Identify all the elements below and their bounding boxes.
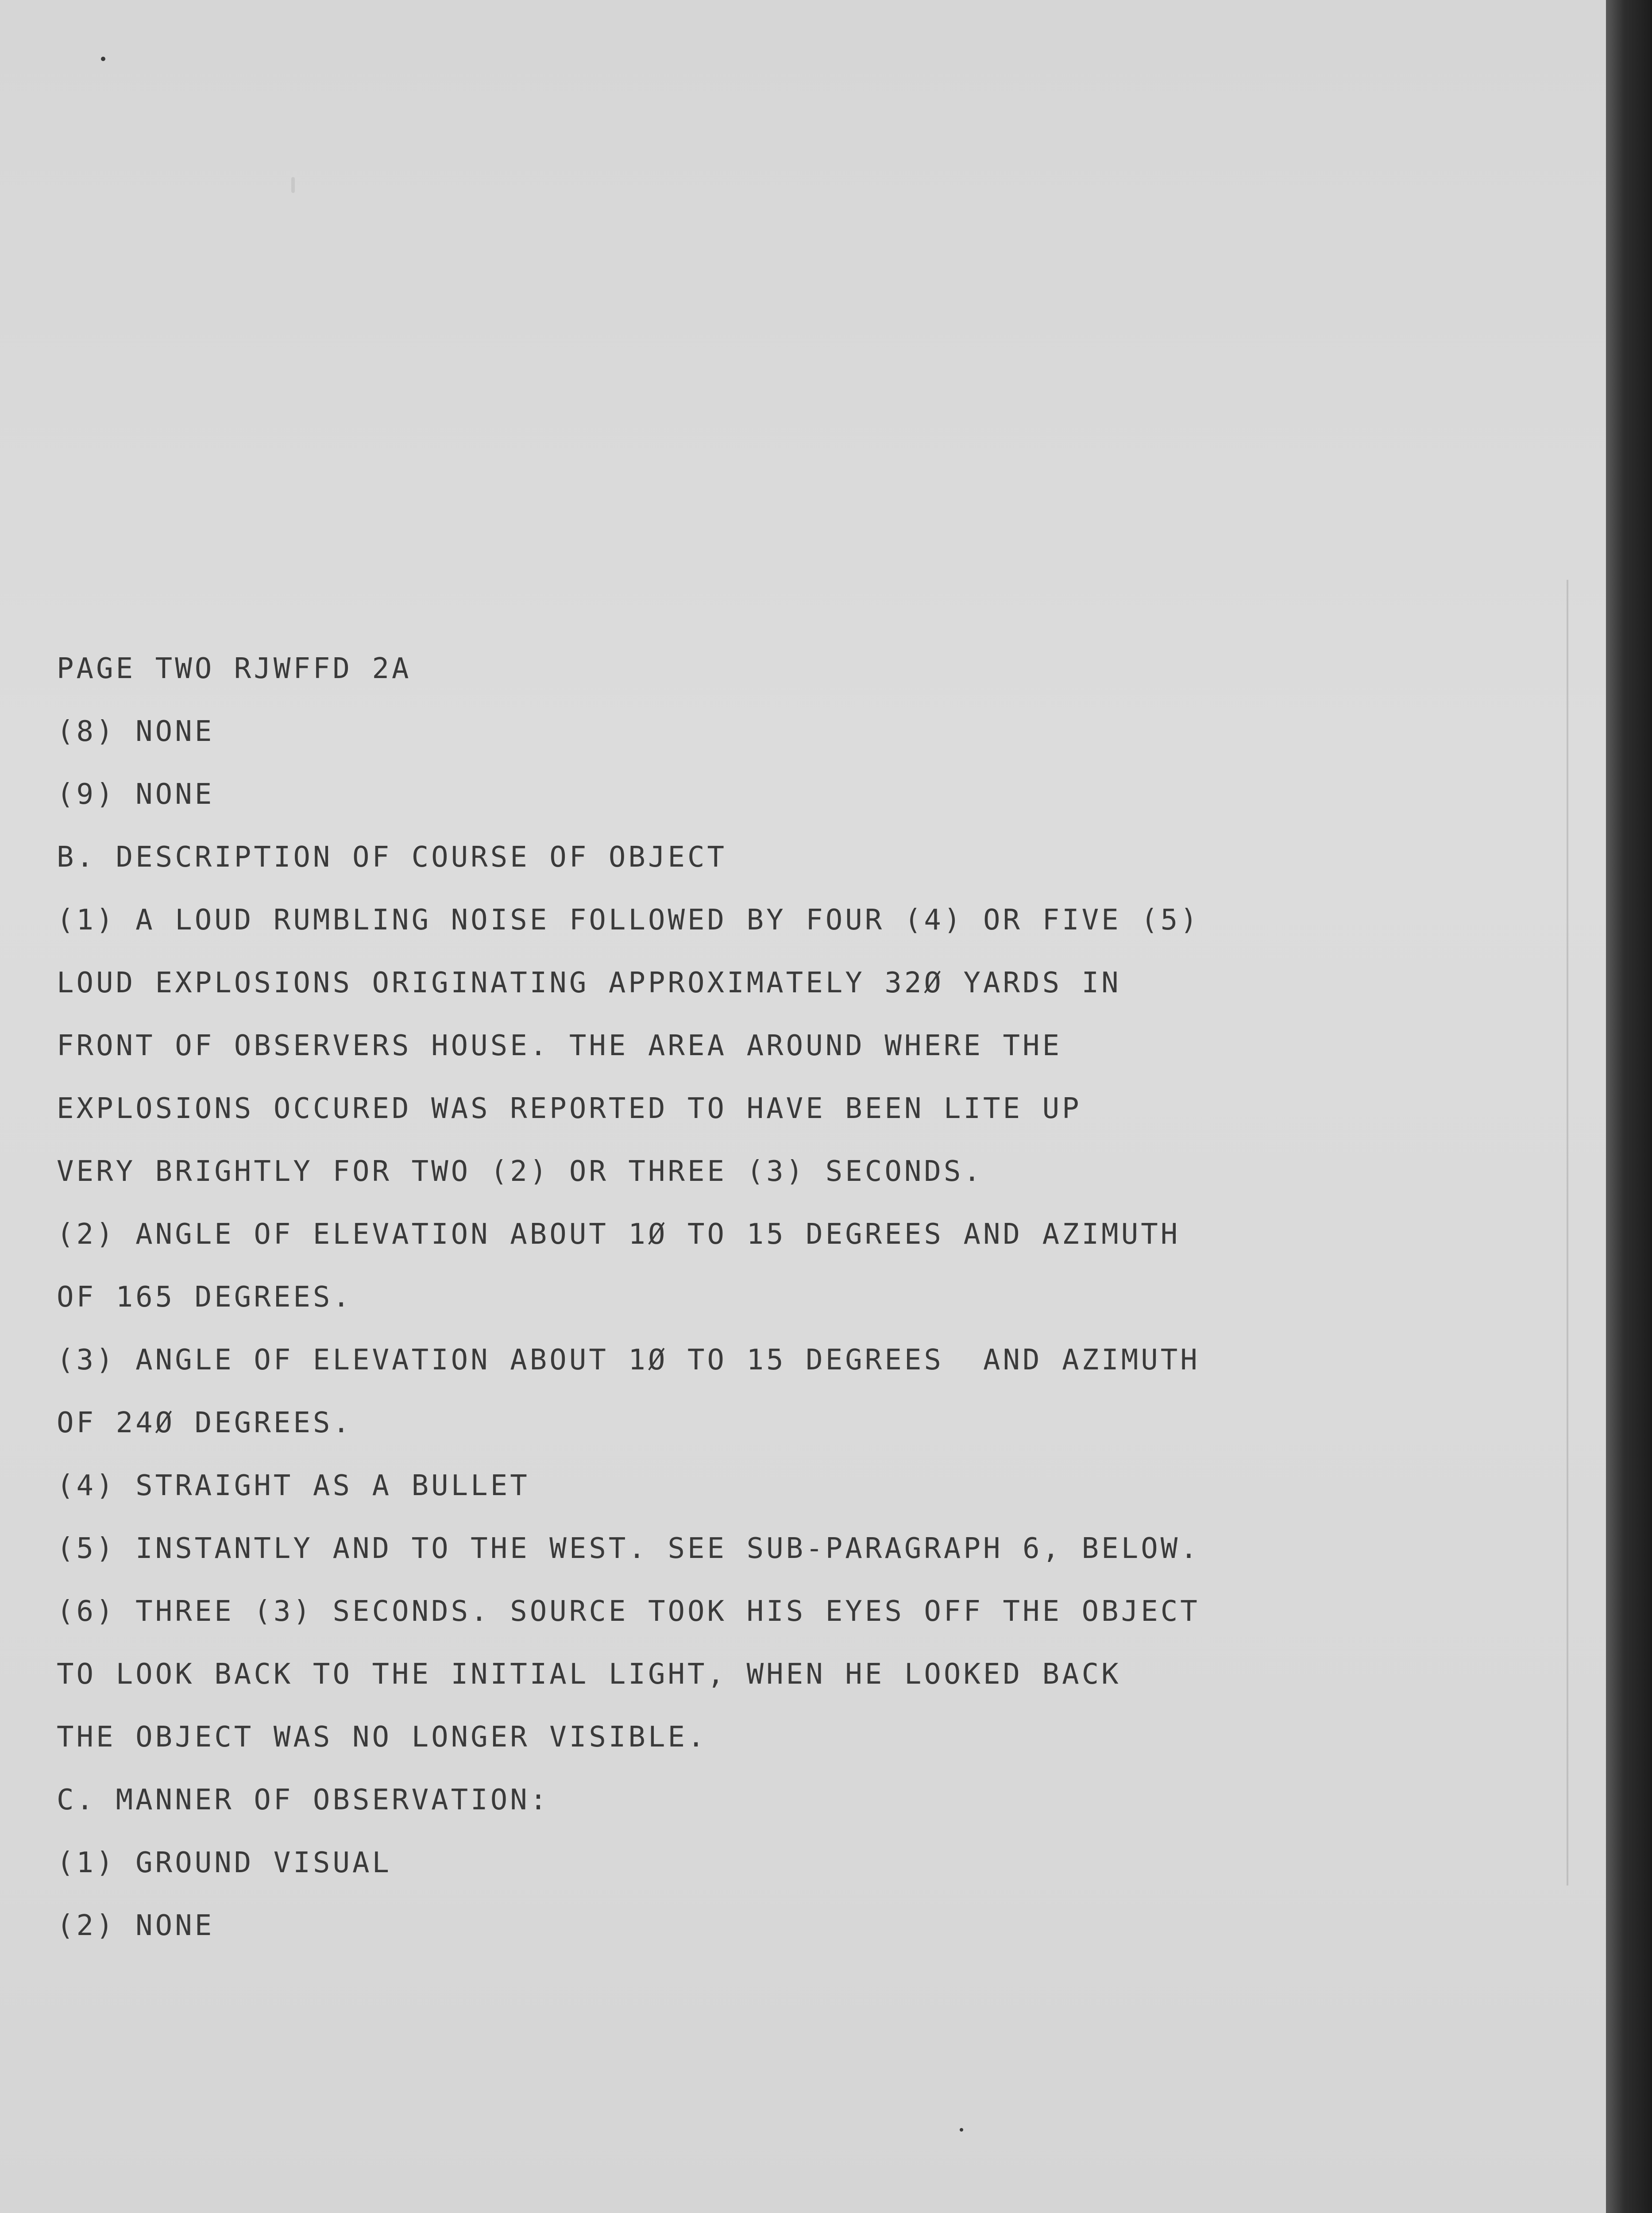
film-speck [291,177,295,193]
text-line: VERY BRIGHTLY FOR TWO (2) OR THREE (3) SECONDS. [57,1155,983,1188]
film-speck [101,57,105,61]
text-line: (5) INSTANTLY AND TO THE WEST. SEE SUB-PARAGRAPH 6, BELOW. [57,1532,1200,1565]
section-heading: C. MANNER OF OBSERVATION: [57,1784,550,1816]
text-line: (6) THREE (3) SECONDS. SOURCE TOOK HIS EYES OFF THE OBJECT [57,1595,1200,1628]
text-line: LOUD EXPLOSIONS ORIGINATING APPROXIMATELY 32Ø YARDS IN [57,967,1121,999]
text-line: THE OBJECT WAS NO LONGER VISIBLE. [57,1721,707,1754]
film-speck [960,2128,963,2132]
text-line: FRONT OF OBSERVERS HOUSE. THE AREA AROUND WHERE THE [57,1029,1062,1062]
text-line: (1) GROUND VISUAL [57,1847,392,1879]
section-heading: B. DESCRIPTION OF COURSE OF OBJECT [57,841,727,874]
text-line: TO LOOK BACK TO THE INITIAL LIGHT, WHEN HE LOOKED BACK [57,1658,1121,1691]
text-line: (1) A LOUD RUMBLING NOISE FOLLOWED BY FOUR (4) OR FIVE (5) [57,904,1200,937]
page-fold-line [1566,580,1569,1885]
text-line: (4) STRAIGHT AS A BULLET [57,1469,530,1502]
teletype-message-body [57,637,1517,1957]
text-line: (3) ANGLE OF ELEVATION ABOUT 1Ø TO 15 DEGREES AND AZIMUTH [57,1344,1200,1376]
text-line: (2) NONE [57,1909,215,1942]
text-line: OF 165 DEGREES. [57,1281,352,1314]
film-border-edge [1606,0,1652,2213]
text-line: (8) NONE [57,715,215,748]
text-line: EXPLOSIONS OCCURED WAS REPORTED TO HAVE BEEN LITE UP [57,1092,1082,1125]
page-header-line: PAGE TWO RJWFFD 2A [57,652,412,685]
text-line: (9) NONE [57,778,215,811]
text-line: OF 24Ø DEGREES. [57,1407,352,1439]
text-line: (2) ANGLE OF ELEVATION ABOUT 1Ø TO 15 DEGREES AND AZIMUTH [57,1218,1181,1251]
